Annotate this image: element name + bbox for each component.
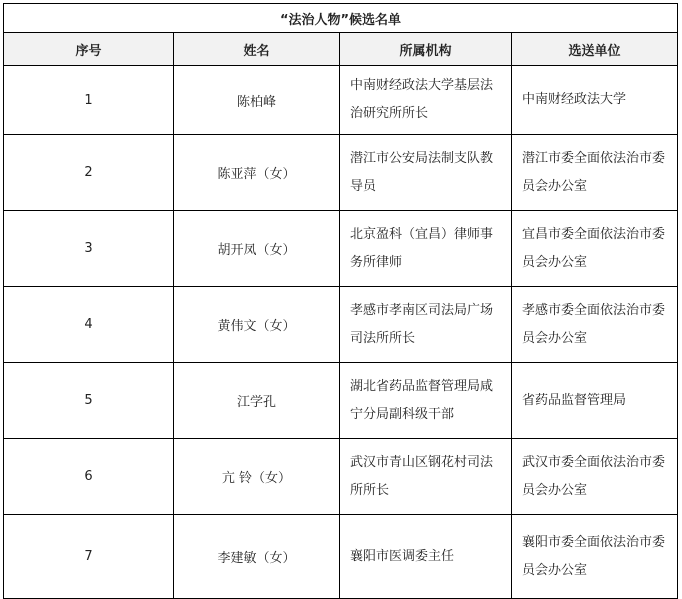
cell-unit: 襄阳市委全面依法治市委员会办公室	[512, 515, 678, 599]
cell-index: 6	[4, 439, 174, 515]
table-row	[4, 439, 678, 515]
cell-org: 武汉市青山区钢花村司法所所长	[340, 439, 512, 515]
cell-name: 李建敏（女）	[174, 515, 340, 599]
candidate-table-container	[3, 3, 678, 599]
table-row	[4, 135, 678, 211]
cell-unit: 中南财经政法大学	[512, 66, 678, 135]
header-index: 序号	[4, 33, 174, 66]
table-title: “法治人物”候选名单	[4, 4, 678, 33]
cell-name: 陈亚萍（女）	[174, 135, 340, 211]
cell-unit: 潜江市委全面依法治市委员会办公室	[512, 135, 678, 211]
cell-name: 陈柏峰	[174, 66, 340, 135]
table-row	[4, 211, 678, 287]
cell-index: 2	[4, 135, 174, 211]
header-unit: 选送单位	[512, 33, 678, 66]
table-row	[4, 515, 678, 599]
cell-unit: 宜昌市委全面依法治市委员会办公室	[512, 211, 678, 287]
cell-index: 7	[4, 515, 174, 599]
cell-name: 胡开凤（女）	[174, 211, 340, 287]
table-title-row	[4, 4, 678, 33]
table-row	[4, 66, 678, 135]
cell-unit: 省药品监督管理局	[512, 363, 678, 439]
cell-index: 5	[4, 363, 174, 439]
table-row	[4, 363, 678, 439]
cell-org: 孝感市孝南区司法局广场司法所所长	[340, 287, 512, 363]
table-header-row	[4, 33, 678, 66]
header-name: 姓名	[174, 33, 340, 66]
cell-org: 潜江市公安局法制支队教导员	[340, 135, 512, 211]
cell-org: 襄阳市医调委主任	[340, 515, 512, 599]
cell-org: 北京盈科（宜昌）律师事务所律师	[340, 211, 512, 287]
cell-unit: 武汉市委全面依法治市委员会办公室	[512, 439, 678, 515]
cell-name: 黄伟文（女）	[174, 287, 340, 363]
cell-name: 江学孔	[174, 363, 340, 439]
cell-unit: 孝感市委全面依法治市委员会办公室	[512, 287, 678, 363]
header-org: 所属机构	[340, 33, 512, 66]
cell-index: 4	[4, 287, 174, 363]
cell-name: 亢 铃（女）	[174, 439, 340, 515]
cell-org: 中南财经政法大学基层法治研究所所长	[340, 66, 512, 135]
table-row	[4, 287, 678, 363]
cell-index: 1	[4, 66, 174, 135]
cell-index: 3	[4, 211, 174, 287]
candidate-table	[3, 3, 678, 599]
cell-org: 湖北省药品监督管理局咸宁分局副科级干部	[340, 363, 512, 439]
